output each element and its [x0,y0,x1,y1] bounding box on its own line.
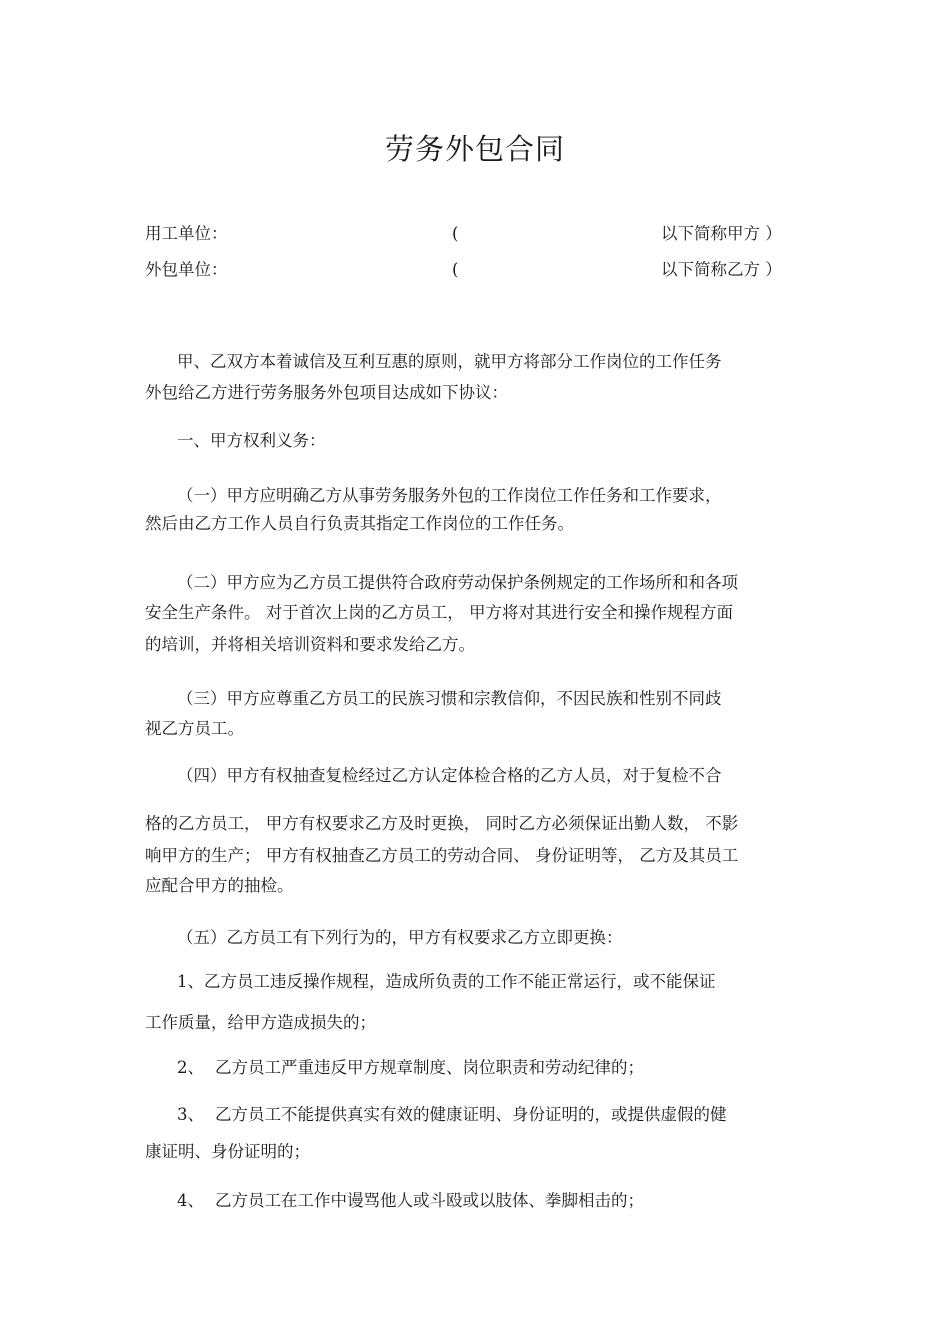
employer-paren-open: ( [452,224,459,243]
list-item-number: 2、 [177,1058,204,1077]
list-item-line: 工作质量，给甲方造成损失的； [145,1013,376,1032]
list-item-line: 乙方员工在工作中谩骂他人或斗殴或以肢体、拳脚相击的； [215,1191,644,1210]
intro-line: 外包给乙方进行劳务服务外包项目达成如下协议： [145,383,508,402]
contractor-label: 外包单位： [145,260,228,279]
list-item-number: 3、 [177,1105,204,1124]
list-item-line: 康证明、身份证明的； [145,1142,310,1161]
employer-label: 用工单位： [145,224,228,243]
employer-alias: 以下简称甲方 ） [661,224,782,243]
list-item-line: 1、乙方员工违反操作规程，造成所负责的工作不能正常运行，或不能保证 [177,972,716,991]
section-heading: 一、甲方权利义务： [177,431,326,450]
intro-line: 甲、乙双方本着诚信及互利互惠的原则，就甲方将部分工作岗位的工作任务 [177,352,722,371]
clause-line: 响甲方的生产； 甲方有权抽查乙方员工的劳动合同、 身份证明等， 乙方及其员工 [145,846,739,865]
list-item-line: 乙方员工不能提供真实有效的健康证明、身份证明的，或提供虚假的健 [215,1105,727,1124]
clause-line: （四）甲方有权抽查复检经过乙方认定体检合格的乙方人员，对于复检不合 [177,766,722,785]
clause-line: 然后由乙方工作人员自行负责其指定工作岗位的工作任务。 [145,514,574,533]
clause-line: （二）甲方应为乙方员工提供符合政府劳动保护条例规定的工作场所和和各项 [177,573,738,592]
list-item-number: 4、 [177,1191,204,1210]
contractor-paren-open: ( [452,260,459,279]
clause-line: （五）乙方员工有下列行为的，甲方有权要求乙方立即更换： [177,928,623,947]
clause-line: 格的乙方员工， 甲方有权要求乙方及时更换， 同时乙方必须保证出勤人数， 不影 [145,814,739,833]
document-title: 劳务外包合同 [384,132,565,166]
contractor-alias: 以下简称乙方 ） [661,260,782,279]
clause-line: 的培训，并将相关培训资料和要求发给乙方。 [145,635,475,654]
list-item-line: 乙方员工严重违反甲方规章制度、岗位职责和劳动纪律的； [215,1058,644,1077]
clause-line: （一）甲方应明确乙方从事劳务服务外包的工作岗位工作任务和工作要求， [177,486,722,505]
clause-line: 应配合甲方的抽检。 [145,876,294,895]
clause-line: 视乙方员工。 [145,719,244,738]
clause-line: 安全生产条件。 对于首次上岗的乙方员工， 甲方将对其进行安全和操作规程方面 [145,603,733,622]
clause-line: （三）甲方应尊重乙方员工的民族习惯和宗教信仰，不因民族和性别不同歧 [177,689,722,708]
